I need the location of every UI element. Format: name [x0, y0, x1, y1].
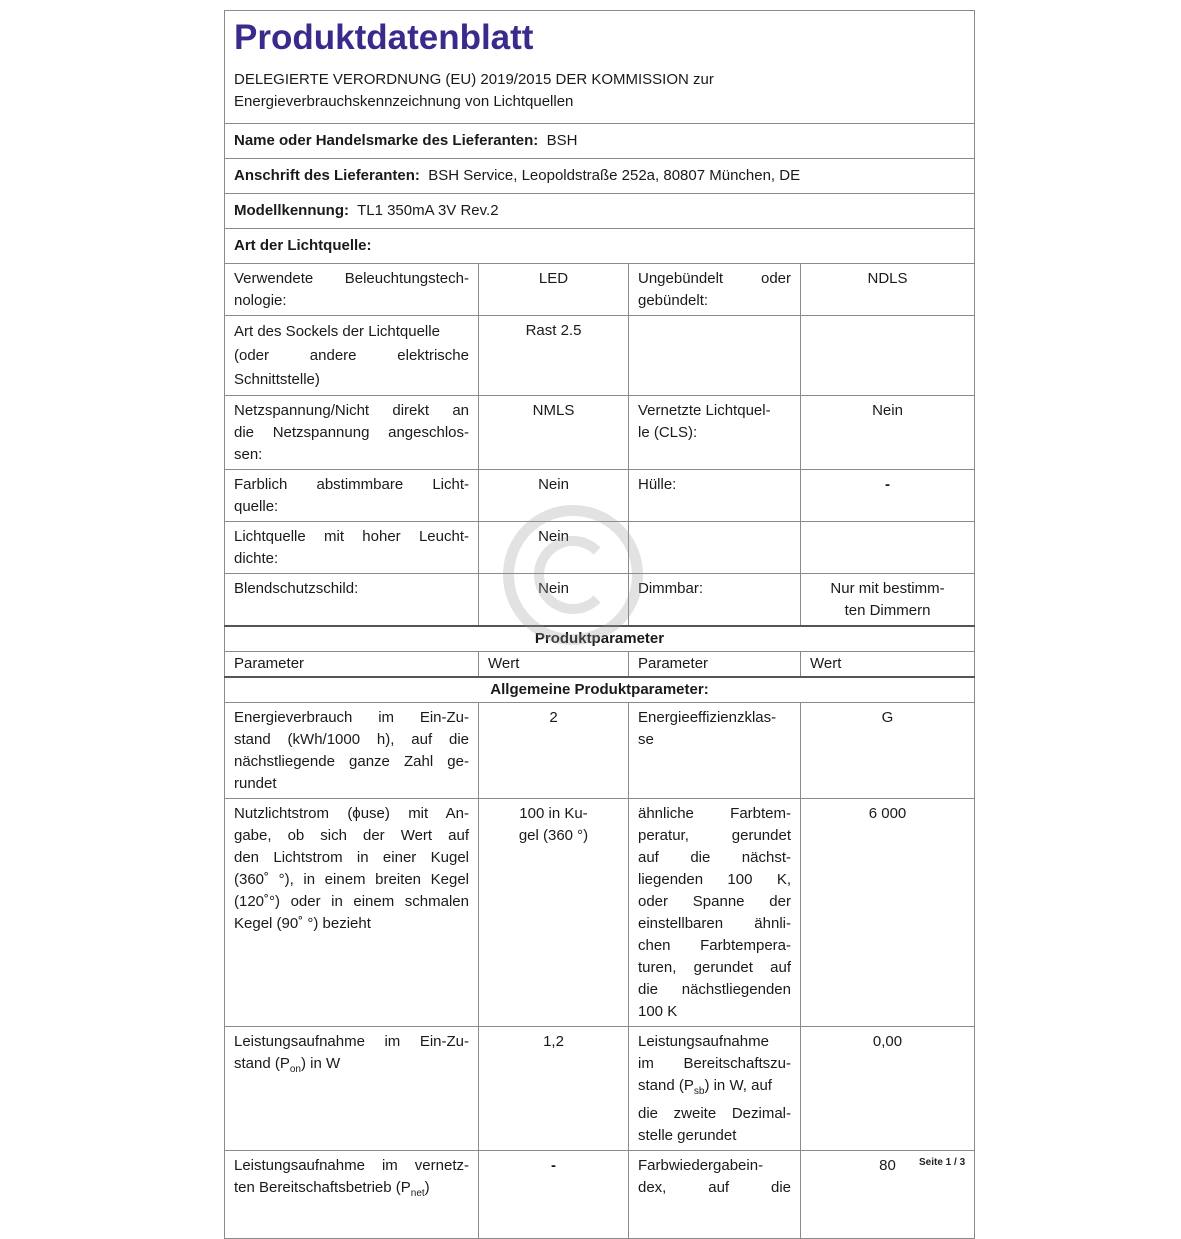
table-row: Lichtquelle mit hoher Leucht- dichte: Nein: [225, 522, 975, 574]
table-row: Energieverbrauch im Ein-Zu- stand (kWh/1000 h), auf die nächstliegende ganze Zahl ge- rundet 2 Energieeffizienzklas- se G: [225, 703, 975, 799]
table-row: Netzspannung/Nicht direkt an die Netzspannung angeschlos- sen: NMLS Vernetzte Lichtquel- le (CLS): Nein: [225, 396, 975, 470]
table-header-row: Parameter Wert Parameter Wert: [225, 652, 975, 678]
table-row: Art des Sockels der Lichtquelle (oder andere elektrische Schnittstelle) Rast 2.5: [225, 316, 975, 396]
page-number: Seite 1 / 3: [919, 1157, 966, 1168]
supplier-name-row: Name oder Handelsmarke des Lieferanten: BSH: [225, 124, 975, 159]
table-row: Blendschutzschild: Nein Dimmbar: Nur mit bestimm- ten Dimmern: [225, 574, 975, 627]
page-title: Produktdatenblatt: [225, 11, 975, 60]
product-parameters-heading: Produktparameter: [225, 626, 975, 652]
datasheet-table: [224, 10, 975, 1239]
regulation-text: DELEGIERTE VERORDNUNG (EU) 2019/2015 DER KOMMISSION zur Energieverbrauchskennzeichnung von Lichtquellen: [225, 59, 975, 124]
light-source-type-heading: Art der Lichtquelle:: [225, 229, 975, 264]
table-row: Leistungsaufnahme im Ein-Zu- stand $(P_{on})$ in W 1,2 Leistungsaufnahme im Bereitschaftszu- stand $(P_{sb})$ in W, auf die zweite Dezimal- stelle gerundet 0,00: [225, 1027, 975, 1151]
general-parameters-heading: Allgemeine Produktparameter:: [225, 677, 975, 703]
table-row: Verwendete Beleuchtungstech- nologie: LED Ungebündelt oder gebündelt: NDLS: [225, 264, 975, 316]
supplier-address-row: Anschrift des Lieferanten: BSH Service, Leopoldstraße 252a, 80807 München, DE: [225, 159, 975, 194]
table-row: Leistungsaufnahme im vernetz- ten Bereitschaftsbetrieb $(P_{net})$ - Farbwiedergabein- dex, auf die 80: [225, 1151, 975, 1239]
table-row: Nutzlichtstrom (ϕuse) mit An- gabe, ob sich der Wert auf den Lichtstrom in einer Kugel (360˚ °), in einem breiten Kegel (120˚°) oder in einem schmalen Kegel (90˚ °) bezieht 100 in Ku- gel (360 °) ähnliche Farbtem- peratur, gerundet auf die nächst- liegenden 100 K, oder Spanne der einstellbaren ähnli- chen Farbtempera- turen, gerundet auf die nächstliegenden 100 K 6 000: [225, 799, 975, 1027]
model-id-row: Modellkennung: TL1 350mA 3V Rev.2: [225, 194, 975, 229]
table-row: Farblich abstimmbare Licht- quelle: Nein Hülle: -: [225, 470, 975, 522]
